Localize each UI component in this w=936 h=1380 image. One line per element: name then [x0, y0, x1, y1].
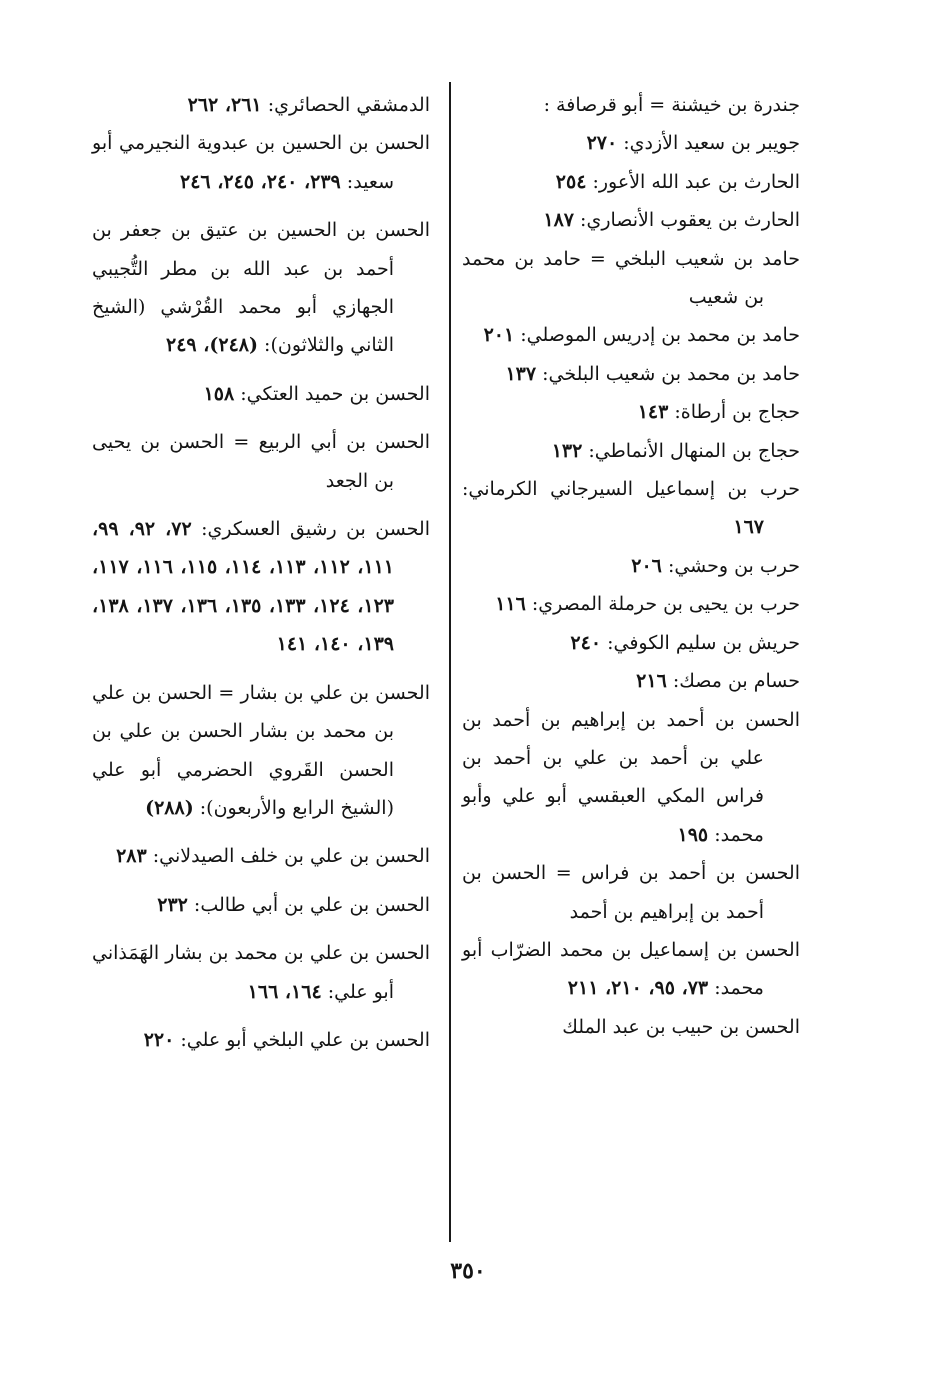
index-entry [92, 124, 430, 201]
entry-name: الحسن بن أحمد بن فراس = الحسن بن أحمد بن إبراهيم بن أحمد [462, 862, 800, 923]
entry-name: الحارث بن يعقوب الأنصاري: [580, 209, 800, 232]
entry-pages: ٢١٦ [636, 670, 667, 693]
index-column-right [462, 86, 800, 1046]
entry-name: حرب بن يحيى بن حرملة المصري: [531, 593, 800, 616]
entry-pages: ٢٨٣ [116, 845, 147, 868]
entry-pages: ١٦٧ [733, 516, 764, 539]
entry-name: الحسن بن علي بن محمد بن بشار الهَمَذاني أبو علي: [92, 942, 430, 1003]
entry-name: الحسن بن علي البلخي أبو علي: [180, 1028, 430, 1051]
index-entry [462, 393, 800, 431]
entry-name: حسام بن مصك: [672, 670, 800, 693]
entry-name: حرب بن إسماعيل السيرجاني الكرماني: [462, 478, 800, 501]
entry-pages: ٢٥٤ [555, 170, 587, 193]
entry-pages: ١٤٣ [637, 401, 669, 424]
index-entry [92, 837, 430, 875]
entry-pages: (٢٨٨) [145, 796, 194, 819]
index-entry [462, 624, 800, 662]
index-entry [92, 211, 430, 365]
entry-name: الحسن بن الحسين بن عتيق بن جعفر بن أحمد بن عبد الله بن مطر التُّجيبي الجهازي أبو محمد القُرْشي (الشيخ الثاني والثلاثون): [92, 219, 430, 357]
entry-name: حريش بن سليم الكوفي: [607, 631, 800, 654]
entry-name: الحسن بن حميد العتكي: [240, 382, 430, 405]
index-entry [462, 547, 800, 585]
index-entry [92, 510, 430, 664]
index-entry [462, 432, 800, 470]
entry-name: حجاج بن المنهال الأنماطي: [588, 439, 800, 462]
entry-name: حرب بن وحشي: [667, 554, 800, 577]
entry-name: الحسن بن علي بن خلف الصيدلاني: [152, 845, 430, 868]
entry-name: الحسن بن أبي الربيع = الحسن بن يحيى بن الجعد [92, 431, 430, 492]
index-column-left [92, 86, 430, 1059]
entry-name: حامد بن شعيب البلخي = حامد بن محمد بن شعيب [462, 247, 800, 309]
index-entry [462, 931, 800, 1008]
entry-pages: ٢٠٦ [631, 554, 662, 577]
entry-name: حامد بن محمد بن شعيب البلخي: [542, 362, 800, 385]
index-entry [462, 86, 800, 124]
entry-name: الحسن بن الحسين بن عبدوية النجيرمي أبو سعيد: [92, 132, 430, 193]
entry-pages: ٢٢٠ [143, 1028, 175, 1051]
entry-name: الحسن بن رشيق العسكري: [201, 518, 431, 541]
entry-pages: ٢٣٩، ٢٤٠، ٢٤٥، ٢٤٦ [180, 170, 341, 193]
index-entry [92, 886, 430, 924]
entry-pages: ١٦٤، ١٦٦ [247, 980, 322, 1003]
entry-pages: ٢٤٠ [570, 631, 602, 654]
index-entry [462, 701, 800, 855]
index-entry [92, 674, 430, 828]
entry-pages: ١٥٨ [203, 382, 235, 405]
index-entry [462, 1008, 800, 1046]
index-entry [462, 240, 800, 317]
entry-name: الحسن بن علي بن أبي طالب: [193, 893, 430, 916]
index-entry [92, 1021, 430, 1059]
entry-pages: ٧٣، ٩٥، ٢١٠، ٢١١ [567, 977, 709, 1000]
index-entry [462, 854, 800, 931]
index-entry [92, 934, 430, 1011]
entry-pages: ٢٠١ [483, 324, 515, 347]
entry-pages: ٢٧٠ [586, 132, 618, 155]
index-entry [92, 423, 430, 500]
entry-pages: ٧٢، ٩٢، ٩٩، ١١١، ١١٢، ١١٣، ١١٤، ١١٥، ١١٦، ١١٧، ١٢٣، ١٢٤، ١٣٣، ١٣٥، ١٣٦، ١٣٧، ١٣٨، ١٣٩، ١٤٠، ١٤١ [92, 518, 394, 656]
index-entry [462, 201, 800, 239]
index-entry [92, 86, 430, 124]
entry-name: الدمشقي الحصائري: [267, 94, 430, 116]
entry-pages: ١١٦ [495, 593, 526, 616]
entry-pages: ١٣٢ [551, 439, 583, 462]
entry-pages: ٢٦١، ٢٦٢ [187, 94, 262, 116]
index-entry [92, 375, 430, 413]
index-entry [462, 355, 800, 393]
page-number: ٣٥٠ [450, 1258, 486, 1284]
entry-pages: ١٩٥ [677, 823, 709, 846]
entry-pages: ٢٣٢ [157, 893, 188, 916]
entry-name: الحارث بن عبد الله الأعور: [592, 170, 800, 193]
entry-name: الحسن بن حبيب بن عبد الملك [562, 1015, 800, 1038]
index-entry [462, 316, 800, 354]
entry-name: الحسن بن إسماعيل بن محمد الضرّاب أبو محمد: [462, 938, 800, 1000]
entry-name: جويبر بن سعيد الأزدي: [623, 132, 800, 155]
entry-name: الحسن بن علي بن بشار = الحسن بن علي بن محمد بن بشار الحسن بن علي بن الحسن القَروي الحضرمي أبو علي (الشيخ الرابع والأربعون): [92, 681, 430, 819]
entry-name: حجاج بن أرطاة: [674, 401, 800, 424]
entry-name: حامد بن محمد بن إدريس الموصلي: [520, 324, 800, 347]
index-entry [462, 662, 800, 700]
index-entry [462, 470, 800, 547]
entry-pages: ١٣٧ [505, 362, 537, 385]
index-entry [462, 124, 800, 162]
entry-name: الحسن بن أحمد بن إبراهيم بن أحمد بن علي بن أحمد بن علي بن أحمد بن فراس المكي العبقسي أبو علي وأبو محمد: [462, 708, 800, 846]
entry-pages: (٢٤٨)، ٢٤٩ [166, 334, 258, 357]
entry-pages: ١٨٧ [543, 209, 574, 232]
index-entry [462, 163, 800, 201]
column-divider [449, 82, 451, 1242]
entry-name: جندرة بن خيشنة = أبو قرصافة : [543, 94, 800, 116]
index-entry [462, 585, 800, 623]
